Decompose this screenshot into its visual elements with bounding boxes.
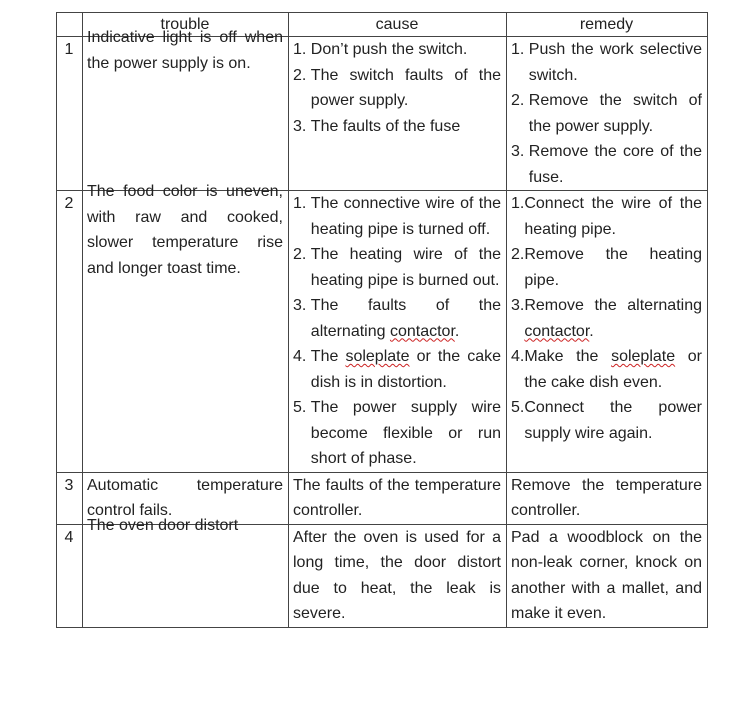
trouble-cell xyxy=(83,29,289,191)
list-item xyxy=(511,344,702,395)
item-text-part: . xyxy=(589,322,594,340)
list-item xyxy=(511,139,702,190)
item-number: 2. xyxy=(293,66,311,84)
item-text: Push the work selective switch. xyxy=(528,41,702,84)
cause-list xyxy=(293,37,501,139)
item-text: Connect the power supply wire again. xyxy=(524,399,702,442)
row-number: 1 xyxy=(57,37,83,191)
cause-list xyxy=(293,191,501,472)
trouble-text: Indicative light is off when the power supply is on. xyxy=(87,29,283,72)
item-text: Connect the wire of the heating pipe. xyxy=(524,195,702,238)
item-number: 3. xyxy=(511,143,529,160)
trouble-text: The food color is uneven, with raw and cooked, slower temperature rise and longer toast time. xyxy=(87,183,283,277)
item-text: The switch faults of the power supply. xyxy=(310,66,501,109)
cause-cell: The faults of the temperature controller. xyxy=(289,472,507,524)
item-text-part: or the cake dish even. xyxy=(524,348,703,391)
trouble-cell: Automatic temperature control fails. xyxy=(83,472,289,524)
item-text xyxy=(524,293,702,344)
item-text-part: . xyxy=(454,322,460,340)
item-number: 5. xyxy=(511,399,525,416)
table-row xyxy=(57,524,708,627)
item-text-part: Remove the alternating xyxy=(524,297,702,314)
remedy-cell xyxy=(507,37,708,191)
item-text: Remove the switch of the power supply. xyxy=(528,92,702,135)
remedy-cell: Remove the temperature controller. xyxy=(507,472,708,524)
list-item xyxy=(293,293,501,344)
spellcheck-word: soleplate xyxy=(611,348,676,365)
item-text-part: Make the xyxy=(524,348,612,365)
cause-cell xyxy=(289,191,507,473)
list-item xyxy=(511,37,702,88)
trouble-text: The oven door distort xyxy=(87,516,239,534)
trouble-cell xyxy=(83,183,289,473)
item-text: The connective wire of the heating pipe is turned off. xyxy=(310,195,501,238)
spellcheck-word: contactor xyxy=(524,322,590,340)
item-number: 1. xyxy=(511,41,529,58)
list-item xyxy=(293,344,501,395)
row-number: 2 xyxy=(57,191,83,473)
item-text: Remove the heating pipe. xyxy=(524,246,702,289)
item-text: Don’t push the switch. xyxy=(310,41,468,58)
list-item xyxy=(293,242,501,293)
list-item xyxy=(293,63,501,114)
item-text-part: or the cake dish is in distortion. xyxy=(310,348,501,391)
item-text: The heating wire of the heating pipe is burned out. xyxy=(310,246,501,289)
remedy-list xyxy=(511,37,702,190)
item-number: 4. xyxy=(511,348,525,365)
list-item xyxy=(511,88,702,139)
remedy-cell xyxy=(507,191,708,473)
item-text-part: The xyxy=(310,348,346,365)
trouble-cell xyxy=(83,516,289,627)
list-item xyxy=(293,114,501,140)
item-number: 1. xyxy=(511,195,525,212)
spellcheck-word: contactor xyxy=(389,322,455,340)
item-text: The power supply wire become flexible or run short of phase. xyxy=(310,399,501,467)
item-text: Remove the core of the fuse. xyxy=(528,143,702,186)
header-remedy: remedy xyxy=(507,13,708,37)
header-trouble: trouble xyxy=(83,13,289,37)
list-item xyxy=(293,37,501,63)
header-number xyxy=(57,13,83,37)
item-text xyxy=(311,293,501,344)
cause-cell: After the oven is used for a long time, the door distort due to heat, the leak is severe. xyxy=(289,524,507,627)
table-row xyxy=(57,191,708,473)
list-item xyxy=(293,395,501,472)
row-number: 3 xyxy=(57,472,83,524)
item-text xyxy=(311,344,501,395)
cause-cell xyxy=(289,37,507,191)
item-text-part: The faults of the alternating xyxy=(310,297,501,340)
item-number: 2. xyxy=(293,246,311,263)
remedy-list xyxy=(511,191,702,446)
spellcheck-word: soleplate xyxy=(345,348,410,365)
list-item xyxy=(511,191,702,242)
item-number: 3. xyxy=(511,297,525,314)
list-item xyxy=(511,293,702,344)
row-number: 4 xyxy=(57,524,83,627)
item-number: 4. xyxy=(293,348,311,365)
table-row xyxy=(57,37,708,191)
item-number: 5. xyxy=(293,399,311,416)
item-number: 3. xyxy=(293,117,311,135)
item-number: 2. xyxy=(511,92,529,109)
item-text: The faults of the fuse xyxy=(310,117,461,135)
trouble-table xyxy=(56,12,708,628)
item-text xyxy=(524,344,702,395)
item-number: 2. xyxy=(511,246,525,263)
item-number: 3. xyxy=(293,297,311,314)
list-item xyxy=(511,242,702,293)
item-number: 1. xyxy=(293,41,311,58)
remedy-cell: Pad a woodblock on the non-leak corner, knock on another with a mallet, and make it even. xyxy=(507,524,708,627)
list-item xyxy=(293,191,501,242)
item-number: 1. xyxy=(293,195,311,212)
list-item xyxy=(511,395,702,446)
header-cause: cause xyxy=(289,13,507,37)
